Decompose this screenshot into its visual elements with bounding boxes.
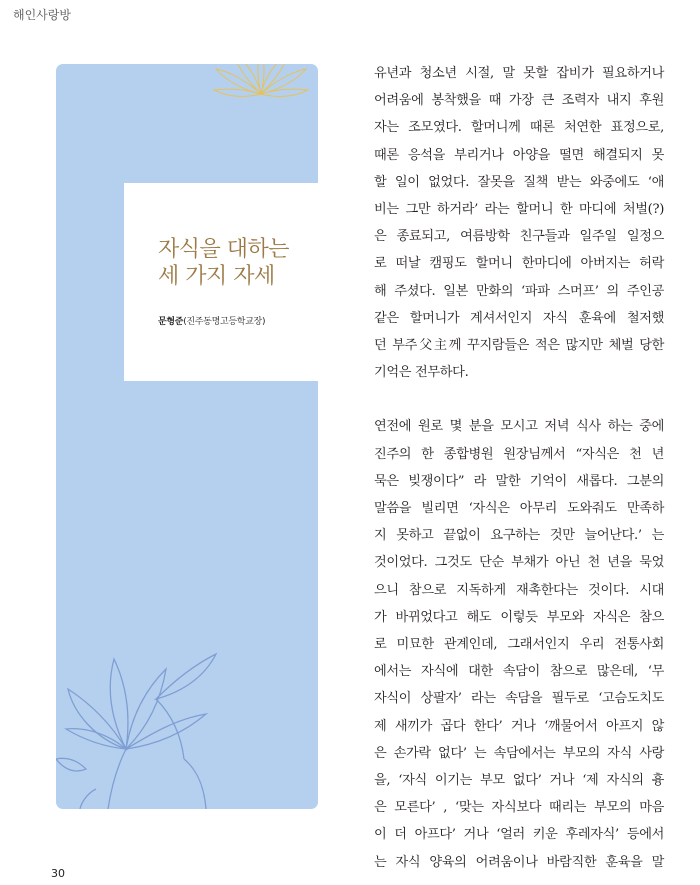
body-line: 것이었다. 그것도 단순 부채가 아닌 천 년을 묵었 (374, 555, 664, 571)
body-line: 비는 그만 하거라’ 라는 할머니 한 마디에 처벌(?) (374, 202, 664, 218)
body-line: 으니 참으로 지독하게 재촉한다는 것이다. 시대 (374, 582, 664, 598)
article-title-line: 자식을 대하는 (158, 237, 290, 262)
body-line: 묵은 빚쟁이다” 라 말한 기억이 새롭다. 그분의 (374, 473, 664, 489)
body-line: 같은 할머니가 계셔서인지 자식 훈육에 철저했 (374, 310, 664, 326)
body-line: 가 바뀌었다고 해도 이렇듯 부모와 자식은 참으 (374, 609, 664, 625)
article-author (158, 314, 265, 327)
article-body (374, 60, 664, 876)
decorative-blue-panel (56, 64, 318, 809)
author-affiliation: (진주동명고등학교장) (183, 317, 266, 327)
body-line: 어려움에 봉착했을 때 가장 큰 조력자 내지 후원 (374, 93, 664, 109)
body-line: 자는 조모였다. 할머니께 때론 처연한 표정으로, (374, 120, 664, 136)
body-line: 때론 응석을 부리거나 아양을 떨면 해결되지 못 (374, 147, 664, 163)
body-line: 로 떠날 캠핑도 할머니 한마디에 아버지는 허락 (374, 256, 664, 272)
body-line: 은 손가락 없다’ 는 속담에서는 부모의 자식 사랑 (374, 745, 664, 761)
body-line: 연전에 원로 몇 분을 모시고 저녁 식사 하는 중에 (374, 419, 664, 435)
article-title-card (124, 183, 319, 381)
body-line: 은 종료되고, 여름방학 친구들과 일주일 일정으 (374, 229, 664, 245)
body-line: 던 부주父主께 꾸지람들은 적은 많지만 체벌 당한 (374, 338, 664, 354)
body-line: 유년과 청소년 시절, 말 못할 잡비가 필요하거나 (374, 66, 664, 81)
body-line: 을, ‘자식 이기는 부모 없다’ 거나 ‘제 자식의 흉 (374, 773, 664, 789)
body-line: 제 새끼가 곱다 한다’ 거나 ‘깨물어서 아프지 않 (374, 718, 664, 734)
body-line: 할 일이 없었다. 잘못을 질책 받는 와중에도 ‘애 (374, 174, 664, 190)
body-line: 자식이 상팔자’ 라는 속담을 필두로 ‘고슴도치도 (374, 691, 664, 707)
author-name: 문형준 (158, 317, 184, 327)
body-line: 기억은 전무하다. (374, 365, 469, 381)
body-line: 에서는 자식에 대한 속담이 참으로 많은데, ‘무 (374, 664, 664, 680)
lotus-flower-bottom-icon (56, 619, 318, 809)
body-line: 말씀을 빌리면 ‘자식은 아무리 도와줘도 만족하 (374, 501, 664, 517)
paragraph-gap (374, 386, 664, 413)
lotus-flower-top-icon (196, 64, 318, 124)
body-line: 해 주셨다. 일본 만화의 ‘파파 스머프’ 의 주인공 (374, 283, 664, 299)
body-line: 는 자식 양육의 어려움이나 바람직한 훈육을 말 (374, 854, 664, 870)
body-line: 이 더 아프다’ 거나 ‘얼러 키운 후레자식’ 등에서 (374, 827, 664, 843)
body-line: 진주의 한 종합병원 원장님께서 “자식은 천 년 (374, 446, 664, 462)
article-title (158, 236, 289, 290)
section-header-label: 해인사랑방 (13, 8, 71, 22)
body-line: 지 못하고 끝없이 요구하는 것만 늘어난다.’ 는 (374, 528, 664, 544)
page-number: 30 (51, 867, 65, 880)
body-line: 은 모른다’ , ‘맞는 자식보다 때리는 부모의 마음 (374, 800, 664, 816)
body-line: 로 미묘한 관계인데, 그래서인지 우리 전통사회 (374, 637, 664, 653)
article-title-line: 세 가지 자세 (158, 264, 275, 289)
